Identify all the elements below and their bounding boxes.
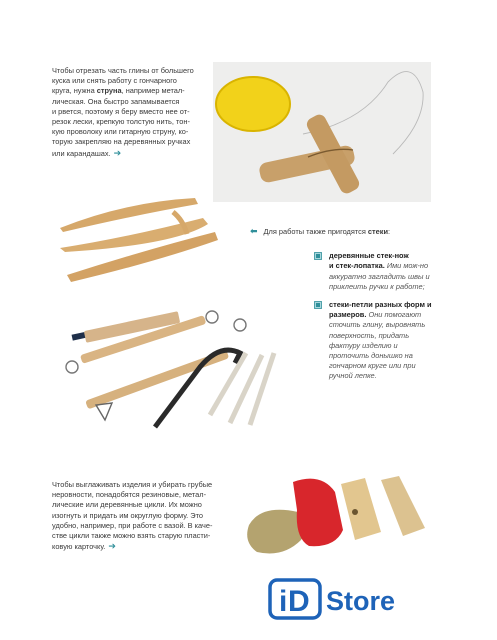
idstore-logo: [268, 577, 408, 621]
logo-d: D: [288, 585, 310, 618]
photo-sponge-wire-cutter: [213, 62, 431, 202]
p1-line-7: кую проволоку или гитарную струну, ко-: [52, 127, 189, 137]
p3-line-1: Чтобы выглаживать изделия и убирать грубые: [52, 480, 213, 489]
list-item: деревянные стек-нож и стек-лопатка. Ими мож-но аккуратно загладить швы и приклеить ручки к работе;: [314, 251, 432, 292]
logo-i: i: [279, 585, 288, 618]
stacks-intro: ⬅ Для работы также пригодятся стеки:: [250, 226, 391, 236]
highlight-word: струна: [96, 86, 122, 96]
p1-line-6: резок лески, крепкую толстую нить, тон-: [52, 117, 190, 127]
p3-line-4: изогнуть и придать им округлую форму. Это: [52, 510, 203, 520]
logo-store: Store: [326, 586, 396, 616]
p1-line-2: куска или снять работу с гончарного: [52, 76, 177, 86]
p1-line-8: торую закрепляю на деревянных ручках: [52, 137, 191, 147]
paragraph-wire-cutter: [52, 66, 212, 159]
p1-line-5: и рвется, поэтому я беру вместо нее от-: [52, 106, 190, 116]
photo-loop-tools: [60, 305, 285, 440]
p3-line-5: удобно, например, при работе с вазой. В каче-: [52, 520, 213, 530]
p3-line-7: ковую карточку. ➔: [52, 541, 116, 552]
p3-line-6: стве цикли также можно взять старую пласти-: [52, 531, 211, 541]
stacks-list: [314, 251, 432, 381]
arrow-right-icon: ➔: [113, 147, 122, 158]
p1-line-9: или карандашах. ➔: [52, 147, 122, 158]
p3-line-2: неровности, понадобятся резиновые, метал-: [52, 490, 207, 500]
arrow-left-icon: ⬅: [250, 226, 258, 236]
list-item: стеки-петли разных форм и размеров. Они помогают сточить глину, выровнять поверхность, придать фактуру изделию и проточить донышко на гончарном круге или при ручной лепке.: [314, 300, 432, 382]
p3-line-3: лические или деревянные цикли. Их можно: [52, 500, 202, 510]
p1-line-3: круга, нужна струна, например метал-: [52, 86, 185, 96]
p1-line-4: лическая. Она быстро запамывается: [52, 96, 180, 106]
square-bullet-icon: [314, 301, 322, 309]
photo-wooden-knives: [55, 190, 230, 290]
arrow-right-icon: ➔: [108, 541, 116, 552]
photo-scrapers: [243, 470, 433, 560]
paragraph-scrapers: [52, 480, 228, 552]
square-bullet-icon: [314, 252, 322, 260]
p1-line-1: Чтобы отрезать часть глины от большего: [52, 66, 194, 75]
